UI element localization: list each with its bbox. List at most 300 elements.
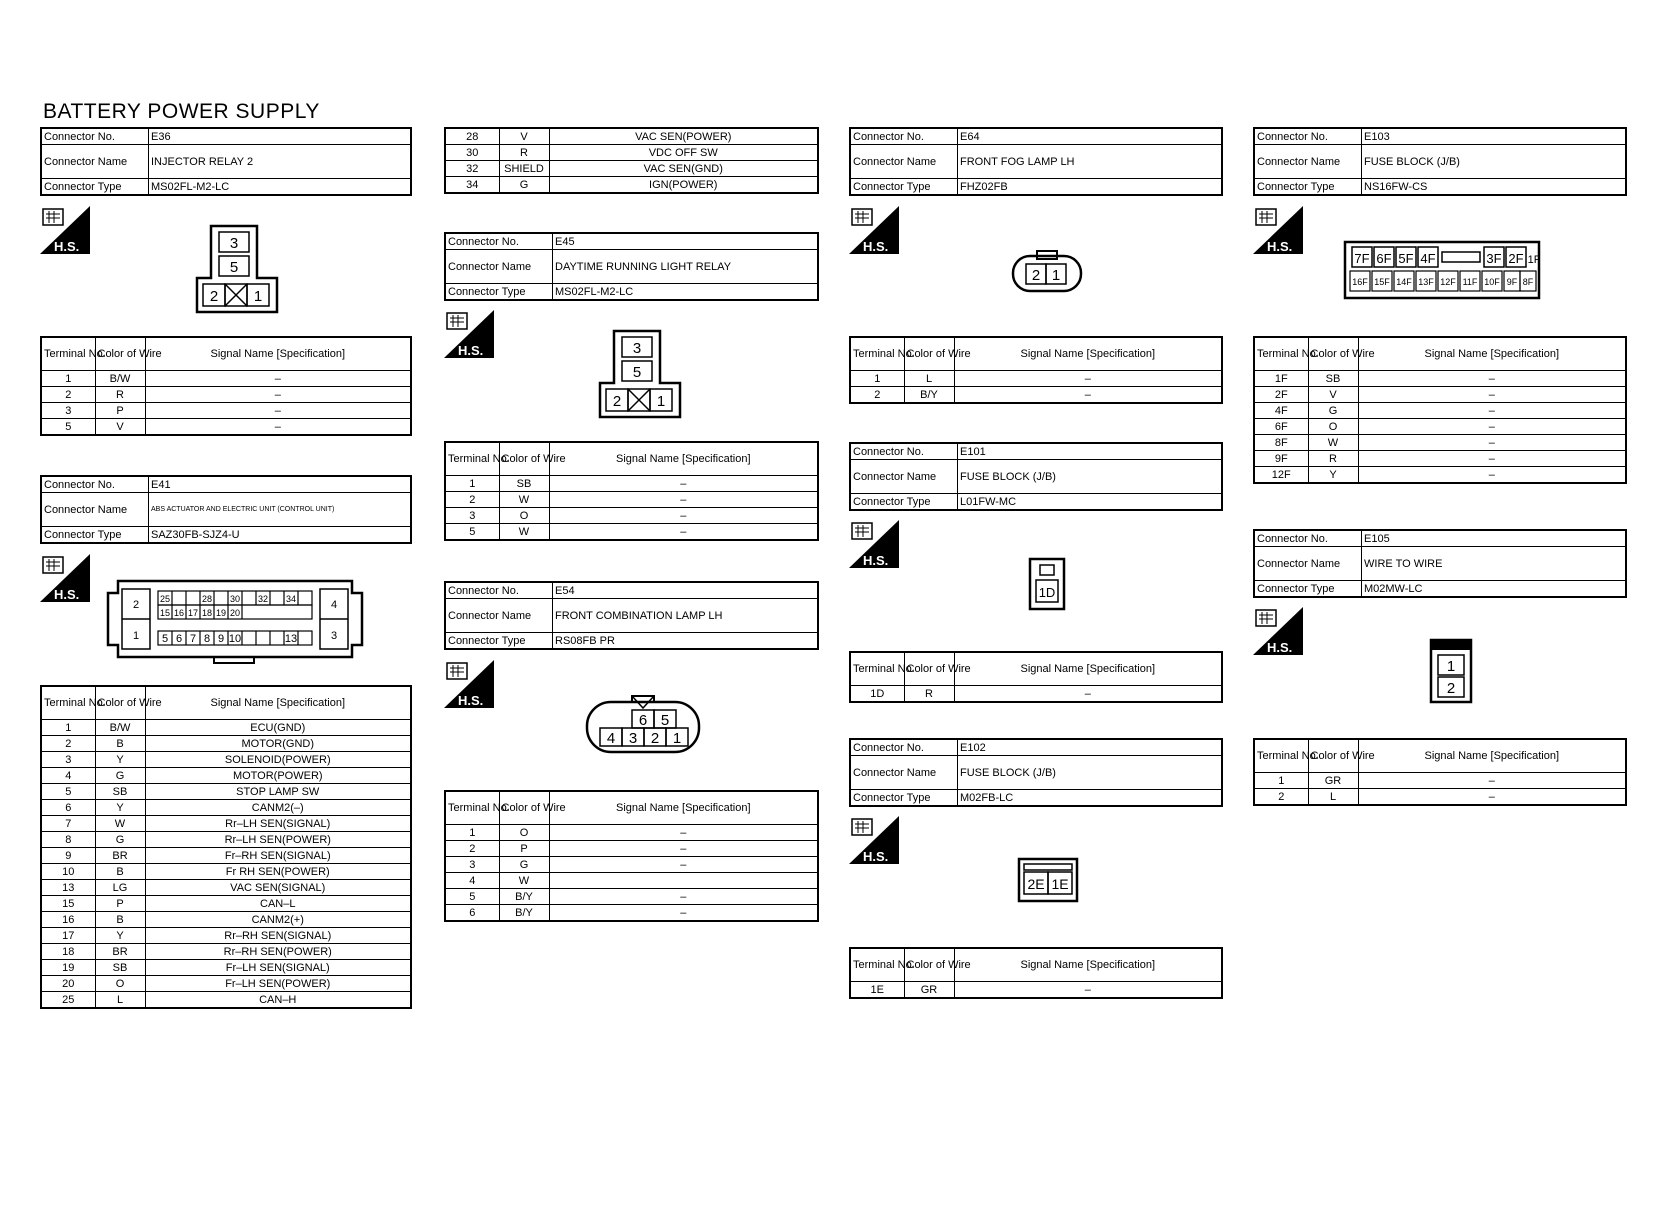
connector-e64-header	[849, 127, 1223, 196]
wire-color-cell: Y	[95, 752, 145, 768]
signal-name-cell: Fr–LH SEN(SIGNAL)	[145, 960, 411, 976]
terminal-no-cell: 13	[41, 880, 95, 896]
connector-e102-diagram	[1016, 856, 1080, 904]
signal-header: Signal Name [Specification]	[145, 337, 411, 371]
connector-name-value: FUSE BLOCK (J/B)	[958, 460, 1223, 494]
connector-no-value: E101	[958, 443, 1223, 460]
terminal-no-header: Terminal No.	[850, 652, 904, 686]
connector-no-label: Connector No.	[850, 739, 958, 756]
connector-e36-header	[40, 127, 412, 196]
connector-name-value: FUSE BLOCK (J/B)	[958, 756, 1223, 790]
terminal-no-cell: 25	[41, 992, 95, 1009]
pin-label: 10	[228, 633, 242, 645]
connector-type-value: SAZ30FB-SJZ4-U	[149, 527, 412, 544]
signal-header: Signal Name [Specification]	[954, 337, 1222, 371]
table-row	[445, 145, 818, 161]
signal-name-cell: ECU(GND)	[145, 720, 411, 736]
pin-label: 19	[215, 608, 227, 618]
table-row	[41, 816, 411, 832]
signal-name-cell: –	[549, 905, 818, 922]
color-header: Color of Wire	[1308, 739, 1358, 773]
connector-e101-header	[849, 442, 1223, 511]
connector-type-value: MS02FL-M2-LC	[149, 179, 412, 196]
pin-label: 32	[257, 594, 269, 604]
terminal-no-cell: 1F	[1254, 371, 1308, 387]
signal-name-cell: Rr–RH SEN(POWER)	[145, 944, 411, 960]
wire-color-cell: SHIELD	[499, 161, 549, 177]
wire-color-cell: BR	[95, 848, 145, 864]
connector-no-value: E41	[149, 476, 412, 493]
signal-name-cell: Rr–LH SEN(SIGNAL)	[145, 816, 411, 832]
terminal-no-cell: 12F	[1254, 467, 1308, 484]
connector-name-value: FRONT FOG LAMP LH	[958, 145, 1223, 179]
wire-color-cell: G	[499, 177, 549, 194]
signal-name-cell: –	[549, 476, 818, 492]
terminal-no-cell: 34	[445, 177, 499, 194]
table-row	[41, 848, 411, 864]
signal-name-cell: –	[145, 387, 411, 403]
wire-color-cell: V	[1308, 387, 1358, 403]
signal-name-cell: –	[1358, 789, 1626, 806]
hs-label: H.S.	[1267, 239, 1293, 254]
wire-color-cell: O	[95, 976, 145, 992]
table-row	[41, 976, 411, 992]
signal-header: Signal Name [Specification]	[549, 791, 818, 825]
table-row	[445, 841, 818, 857]
pin-label: 3	[632, 340, 642, 357]
connector-no-value: E102	[958, 739, 1223, 756]
pin-label: 1	[132, 630, 140, 642]
pin-label: 16	[173, 608, 185, 618]
terminal-no-header: Terminal No.	[1254, 739, 1308, 773]
terminal-no-cell: 30	[445, 145, 499, 161]
signal-header: Signal Name [Specification]	[954, 948, 1222, 982]
hs-label: H.S.	[54, 239, 80, 254]
wire-color-cell: O	[499, 508, 549, 524]
terminal-no-cell: 1	[41, 371, 95, 387]
table-row	[1254, 419, 1626, 435]
connector-no-value: E103	[1362, 128, 1627, 145]
table-row	[1254, 789, 1626, 806]
connector-no-label: Connector No.	[850, 443, 958, 460]
wire-color-cell: Y	[95, 928, 145, 944]
wire-color-cell: L	[904, 371, 954, 387]
pin-label: 6	[638, 712, 648, 729]
terminal-no-cell: 1	[41, 720, 95, 736]
connector-type-label: Connector Type	[41, 179, 149, 196]
harness-side-icon	[1253, 607, 1303, 655]
terminal-no-cell: 10	[41, 864, 95, 880]
connector-e103-header	[1253, 127, 1627, 196]
table-row	[445, 873, 818, 889]
pin-label: 1F	[1527, 254, 1541, 266]
connector-type-value: MS02FL-M2-LC	[553, 284, 819, 301]
terminal-no-cell: 2	[41, 387, 95, 403]
pin-label: 9	[217, 633, 225, 645]
pin-label: 3	[628, 730, 638, 747]
connector-type-label: Connector Type	[1254, 179, 1362, 196]
terminal-no-cell: 1D	[850, 686, 904, 703]
terminal-no-cell: 5	[41, 784, 95, 800]
connector-type-value: RS08FB PR	[553, 633, 819, 650]
table-row	[1254, 371, 1626, 387]
signal-name-cell: –	[954, 982, 1222, 999]
connector-name-value: ABS ACTUATOR AND ELECTRIC UNIT (CONTROL UNIT)	[149, 493, 412, 527]
connector-e36-terminal-table	[40, 336, 412, 436]
connector-name-value: INJECTOR RELAY 2	[149, 145, 412, 179]
connector-e102-header	[849, 738, 1223, 807]
terminal-no-header: Terminal No.	[1254, 337, 1308, 371]
connector-e45-terminal-table	[444, 441, 819, 541]
color-header: Color of Wire	[499, 442, 549, 476]
harness-side-icon	[1253, 206, 1303, 254]
wire-color-cell: B/Y	[499, 905, 549, 922]
pin-label: 13F	[1418, 277, 1434, 287]
connector-name-label: Connector Name	[850, 145, 958, 179]
table-row	[445, 857, 818, 873]
wire-color-cell: W	[499, 873, 549, 889]
pin-label: 2	[209, 288, 219, 305]
connector-e64-diagram	[1010, 248, 1085, 294]
terminal-no-cell: 6	[41, 800, 95, 816]
hs-label: H.S.	[458, 343, 484, 358]
connector-e103-terminal-table	[1253, 336, 1627, 484]
signal-name-cell: –	[549, 857, 818, 873]
wire-color-cell: P	[95, 896, 145, 912]
terminal-no-cell: 9	[41, 848, 95, 864]
wire-color-cell: W	[499, 524, 549, 541]
terminal-no-cell: 2	[850, 387, 904, 404]
connector-name-value: FRONT COMBINATION LAMP LH	[553, 599, 819, 633]
table-row	[41, 992, 411, 1009]
table-row	[445, 889, 818, 905]
wire-color-cell: B	[95, 912, 145, 928]
terminal-no-cell: 3	[41, 403, 95, 419]
table-row	[41, 403, 411, 419]
connector-type-label: Connector Type	[850, 790, 958, 807]
pin-label: 6	[175, 633, 183, 645]
terminal-no-cell: 16	[41, 912, 95, 928]
signal-name-cell: Fr–RH SEN(SIGNAL)	[145, 848, 411, 864]
connector-e101-terminal-table	[849, 651, 1223, 703]
signal-name-cell: CAN–H	[145, 992, 411, 1009]
color-header: Color of Wire	[1308, 337, 1358, 371]
signal-name-cell: –	[1358, 419, 1626, 435]
pin-label: 1	[1051, 267, 1061, 284]
table-row	[1254, 403, 1626, 419]
harness-side-icon	[444, 660, 494, 708]
pin-label: 1	[1446, 658, 1456, 675]
connector-no-value: E64	[958, 128, 1223, 145]
connector-type-label: Connector Type	[445, 633, 553, 650]
connector-name-label: Connector Name	[1254, 145, 1362, 179]
signal-name-cell: –	[954, 371, 1222, 387]
terminal-no-header: Terminal No.	[41, 686, 95, 720]
signal-name-cell: –	[1358, 371, 1626, 387]
terminal-no-cell: 2	[41, 736, 95, 752]
terminal-no-cell: 8	[41, 832, 95, 848]
signal-name-cell: VDC OFF SW	[549, 145, 818, 161]
connector-no-value: E105	[1362, 530, 1627, 547]
wire-color-cell: R	[904, 686, 954, 703]
connector-no-label: Connector No.	[1254, 530, 1362, 547]
terminal-no-cell: 9F	[1254, 451, 1308, 467]
connector-no-label: Connector No.	[41, 128, 149, 145]
terminal-no-cell: 4	[445, 873, 499, 889]
signal-name-cell: VAC SEN(POWER)	[549, 128, 818, 145]
connector-type-label: Connector Type	[445, 284, 553, 301]
table-row	[41, 419, 411, 436]
wire-color-cell: Y	[95, 800, 145, 816]
harness-side-icon	[444, 310, 494, 358]
connector-type-label: Connector Type	[1254, 581, 1362, 598]
pin-label: 3	[229, 235, 239, 252]
table-row	[445, 825, 818, 841]
wire-color-cell: GR	[904, 982, 954, 999]
signal-name-cell: –	[954, 686, 1222, 703]
harness-side-icon	[849, 816, 899, 864]
signal-header: Signal Name [Specification]	[145, 686, 411, 720]
signal-name-cell: –	[1358, 403, 1626, 419]
table-row	[41, 912, 411, 928]
wire-color-cell: Y	[1308, 467, 1358, 484]
pin-label: 2E	[1027, 876, 1045, 892]
wire-color-cell: G	[499, 857, 549, 873]
signal-name-cell: SOLENOID(POWER)	[145, 752, 411, 768]
color-header: Color of Wire	[499, 791, 549, 825]
signal-name-cell: VAC SEN(GND)	[549, 161, 818, 177]
color-header: Color of Wire	[904, 337, 954, 371]
signal-name-cell: Fr RH SEN(POWER)	[145, 864, 411, 880]
table-row	[850, 371, 1222, 387]
connector-e41-terminal-table-continued	[444, 127, 819, 194]
terminal-no-cell: 2	[445, 492, 499, 508]
pin-label: 7F	[1354, 251, 1370, 266]
pin-label: 2	[612, 393, 622, 410]
connector-e54-terminal-table	[444, 790, 819, 922]
signal-name-cell: –	[1358, 451, 1626, 467]
signal-name-cell: –	[549, 841, 818, 857]
terminal-no-cell: 18	[41, 944, 95, 960]
wire-color-cell: B/Y	[499, 889, 549, 905]
connector-e103-diagram	[1342, 239, 1542, 301]
table-row	[41, 928, 411, 944]
connector-type-value: M02FB-LC	[958, 790, 1223, 807]
pin-label: 6F	[1376, 251, 1392, 266]
wire-color-cell: W	[499, 492, 549, 508]
wire-color-cell: V	[499, 128, 549, 145]
wire-color-cell: L	[1308, 789, 1358, 806]
table-row	[41, 832, 411, 848]
wire-color-cell: B/W	[95, 371, 145, 387]
hs-label: H.S.	[54, 587, 80, 602]
pin-label: 17	[187, 608, 199, 618]
signal-name-cell: Rr–RH SEN(SIGNAL)	[145, 928, 411, 944]
connector-name-value: DAYTIME RUNNING LIGHT RELAY	[553, 250, 819, 284]
hs-label: H.S.	[863, 849, 889, 864]
connector-e41-terminal-table	[40, 685, 412, 1009]
table-row	[445, 905, 818, 922]
signal-name-cell: MOTOR(POWER)	[145, 768, 411, 784]
wire-color-cell: GR	[1308, 773, 1358, 789]
signal-name-cell: IGN(POWER)	[549, 177, 818, 194]
pin-label: 8F	[1522, 277, 1534, 287]
terminal-no-cell: 7	[41, 816, 95, 832]
connector-e41-header	[40, 475, 412, 544]
connector-name-label: Connector Name	[850, 756, 958, 790]
signal-name-cell: MOTOR(GND)	[145, 736, 411, 752]
table-row	[41, 896, 411, 912]
signal-name-cell: –	[1358, 773, 1626, 789]
wire-color-cell: LG	[95, 880, 145, 896]
pin-label: 4	[606, 730, 616, 747]
terminal-no-cell: 6	[445, 905, 499, 922]
terminal-no-cell: 19	[41, 960, 95, 976]
terminal-no-cell: 2	[445, 841, 499, 857]
pin-label: 13	[284, 633, 298, 645]
pin-label: 3F	[1486, 251, 1502, 266]
connector-no-value: E54	[553, 582, 819, 599]
table-row	[445, 177, 818, 194]
pin-label: 1	[672, 730, 682, 747]
signal-name-cell	[549, 873, 818, 889]
connector-name-label: Connector Name	[41, 145, 149, 179]
wire-color-cell: R	[499, 145, 549, 161]
connector-e36-diagram	[195, 224, 280, 314]
terminal-no-cell: 28	[445, 128, 499, 145]
pin-label: 18	[201, 608, 213, 618]
table-row	[850, 686, 1222, 703]
pin-label: 12F	[1440, 277, 1456, 287]
table-row	[1254, 467, 1626, 484]
table-row	[41, 752, 411, 768]
terminal-no-cell: 3	[445, 857, 499, 873]
connector-no-value: E36	[149, 128, 412, 145]
connector-no-label: Connector No.	[41, 476, 149, 493]
terminal-no-cell: 6F	[1254, 419, 1308, 435]
wire-color-cell: G	[95, 768, 145, 784]
terminal-no-cell: 32	[445, 161, 499, 177]
signal-name-cell: CANM2(+)	[145, 912, 411, 928]
wire-color-cell: B/W	[95, 720, 145, 736]
terminal-no-cell: 4F	[1254, 403, 1308, 419]
signal-name-cell: –	[549, 492, 818, 508]
signal-name-cell: –	[549, 889, 818, 905]
connector-type-label: Connector Type	[41, 527, 149, 544]
terminal-no-cell: 20	[41, 976, 95, 992]
signal-name-cell: CANM2(–)	[145, 800, 411, 816]
harness-side-icon	[40, 206, 90, 254]
connector-e64-terminal-table	[849, 336, 1223, 404]
hs-label: H.S.	[863, 239, 889, 254]
signal-name-cell: VAC SEN(SIGNAL)	[145, 880, 411, 896]
color-header: Color of Wire	[95, 686, 145, 720]
wire-color-cell: W	[95, 816, 145, 832]
pin-label: 25	[159, 594, 171, 604]
terminal-no-header: Terminal No.	[850, 337, 904, 371]
pin-label: 10F	[1484, 277, 1500, 287]
signal-header: Signal Name [Specification]	[1358, 739, 1626, 773]
pin-label: 4	[330, 599, 338, 611]
connector-no-label: Connector No.	[850, 128, 958, 145]
table-row	[41, 960, 411, 976]
wire-color-cell: SB	[95, 784, 145, 800]
connector-type-value: NS16FW-CS	[1362, 179, 1627, 196]
connector-e54-header	[444, 581, 819, 650]
table-row	[1254, 435, 1626, 451]
table-row	[41, 800, 411, 816]
signal-name-cell: –	[145, 419, 411, 436]
connector-e105-header	[1253, 529, 1627, 598]
table-row	[1254, 387, 1626, 403]
color-header: Color of Wire	[904, 652, 954, 686]
terminal-no-cell: 2F	[1254, 387, 1308, 403]
wire-color-cell: R	[1308, 451, 1358, 467]
signal-name-cell: –	[145, 371, 411, 387]
connector-type-label: Connector Type	[850, 494, 958, 511]
connector-e105-terminal-table	[1253, 738, 1627, 806]
signal-name-cell: –	[954, 387, 1222, 404]
terminal-no-cell: 1	[445, 825, 499, 841]
pin-label: 5F	[1398, 251, 1414, 266]
terminal-no-cell: 5	[41, 419, 95, 436]
terminal-no-cell: 1E	[850, 982, 904, 999]
wire-color-cell: B	[95, 736, 145, 752]
terminal-no-header: Terminal No.	[850, 948, 904, 982]
terminal-no-cell: 1	[1254, 773, 1308, 789]
table-row	[850, 982, 1222, 999]
hs-label: H.S.	[1267, 640, 1293, 655]
color-header: Color of Wire	[95, 337, 145, 371]
pin-label: 3	[330, 630, 338, 642]
connector-e45-header	[444, 232, 819, 301]
connector-name-label: Connector Name	[445, 250, 553, 284]
wire-color-cell: G	[95, 832, 145, 848]
signal-name-cell: –	[549, 524, 818, 541]
wire-color-cell: R	[95, 387, 145, 403]
table-row	[41, 784, 411, 800]
pin-label: 5	[660, 712, 670, 729]
wire-color-cell: B	[95, 864, 145, 880]
connector-type-value: L01FW-MC	[958, 494, 1223, 511]
connector-type-value: FHZ02FB	[958, 179, 1223, 196]
harness-side-icon	[849, 206, 899, 254]
terminal-no-cell: 5	[445, 889, 499, 905]
connector-no-value: E45	[553, 233, 819, 250]
wire-color-cell: V	[95, 419, 145, 436]
pin-label: 11F	[1462, 277, 1478, 287]
terminal-no-header: Terminal No.	[445, 791, 499, 825]
hs-label: H.S.	[863, 553, 889, 568]
wire-color-cell: O	[499, 825, 549, 841]
signal-name-cell: STOP LAMP SW	[145, 784, 411, 800]
pin-label: 2	[650, 730, 660, 747]
table-row	[445, 161, 818, 177]
wire-color-cell: SB	[95, 960, 145, 976]
signal-name-cell: Rr–LH SEN(POWER)	[145, 832, 411, 848]
pin-label: 1	[253, 288, 263, 305]
terminal-no-cell: 5	[445, 524, 499, 541]
wire-color-cell: B/Y	[904, 387, 954, 404]
pin-label: 4F	[1420, 251, 1436, 266]
signal-header: Signal Name [Specification]	[549, 442, 818, 476]
connector-e102-terminal-table	[849, 947, 1223, 999]
page-title: BATTERY POWER SUPPLY	[43, 100, 320, 123]
signal-name-cell: CAN–L	[145, 896, 411, 912]
table-row	[41, 864, 411, 880]
terminal-no-cell: 17	[41, 928, 95, 944]
wire-color-cell: L	[95, 992, 145, 1009]
